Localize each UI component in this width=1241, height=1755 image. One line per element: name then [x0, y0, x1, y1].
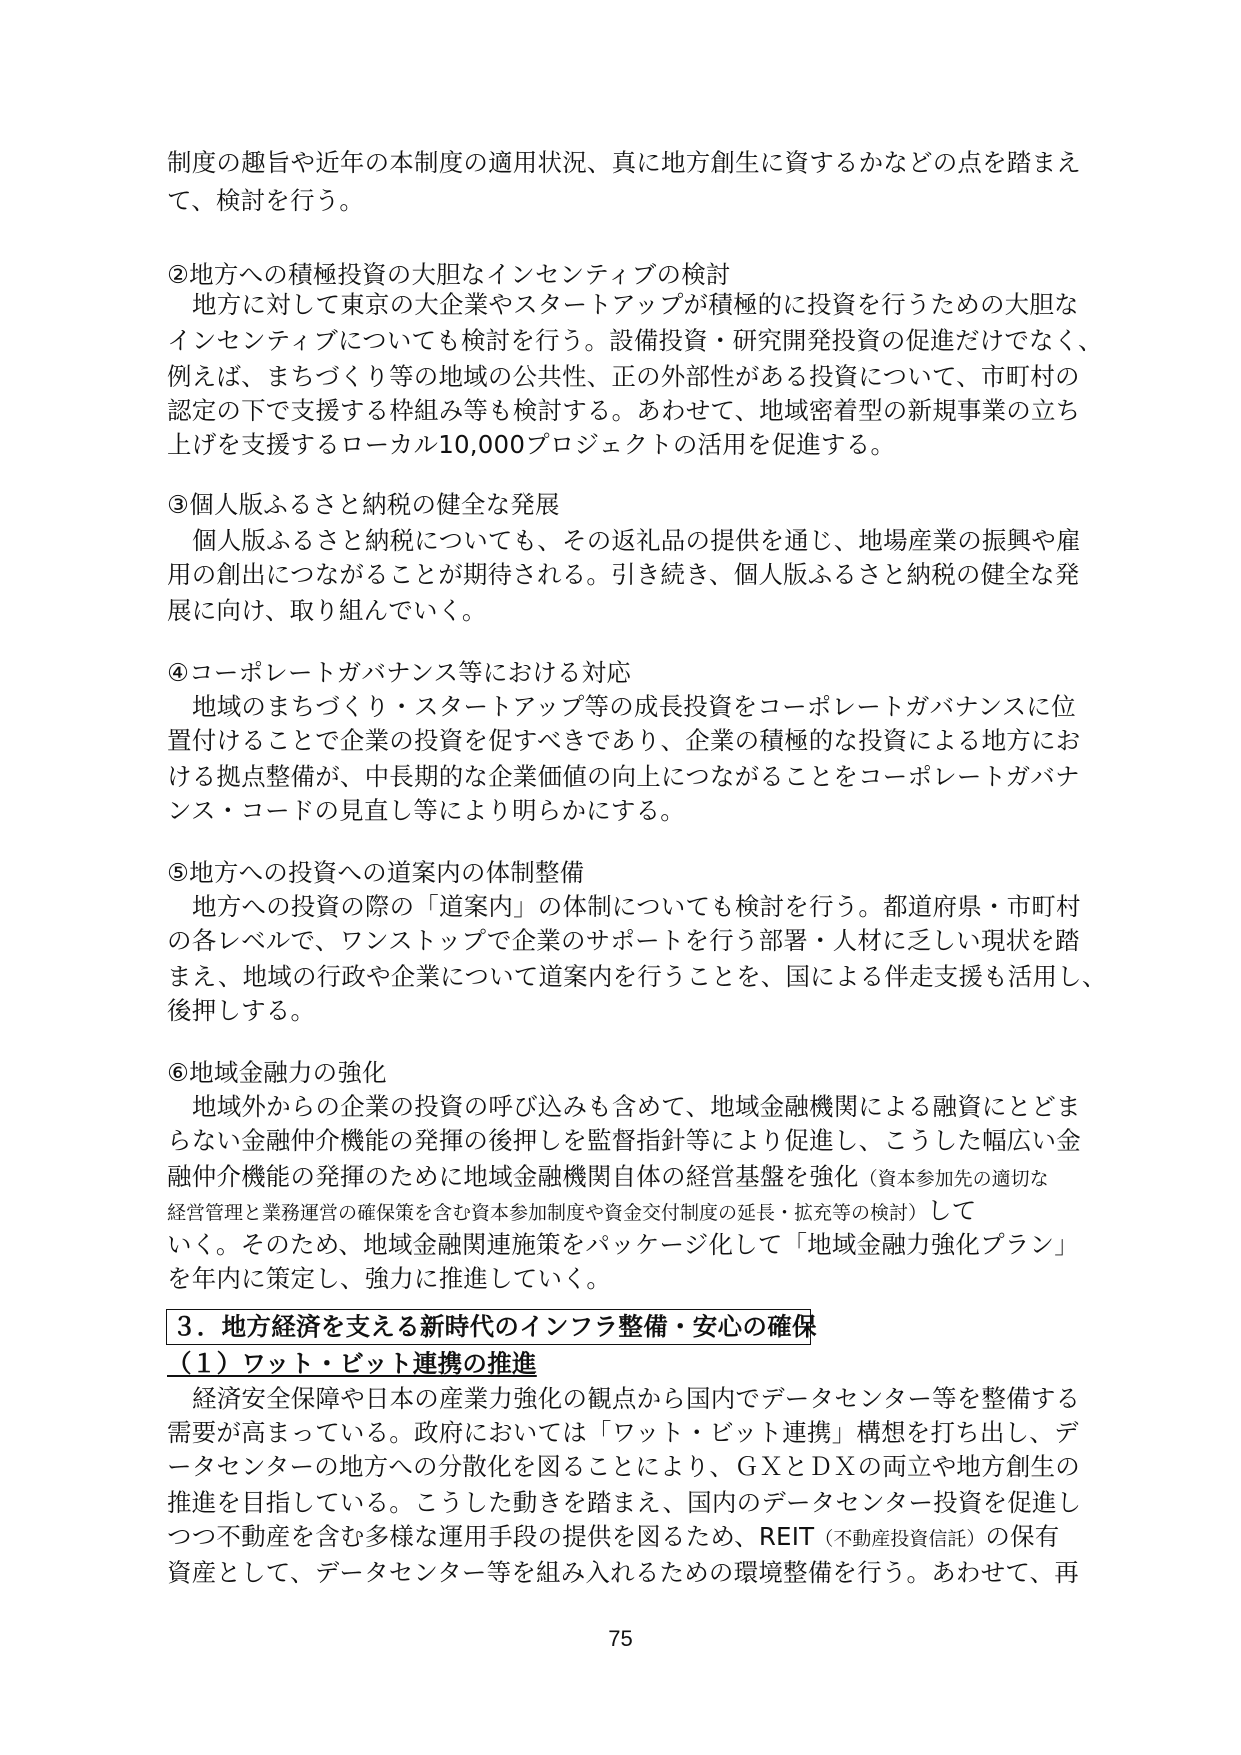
paragraph-line: いく。そのため、地域金融関連施策をパッケージ化して「地域金融力強化プラン」 — [167, 1230, 1079, 1259]
paragraph-line: 個人版ふるさと納税についても、その返礼品の提供を通じ、地場産業の振興や雇 — [192, 526, 1081, 555]
paragraph-line: 後押しする。 — [167, 996, 316, 1025]
paragraph-line: 地方への投資の際の「道案内」の体制についても検討を行う。都道府県・市町村 — [192, 892, 1081, 921]
paragraph-line: 経済安全保障や日本の産業力強化の観点から国内でデータセンター等を整備する — [192, 1384, 1081, 1413]
text-run: して — [927, 1196, 977, 1225]
paragraph-line — [167, 1160, 1049, 1196]
paragraph-line — [167, 1520, 1059, 1556]
paragraph-line — [167, 1194, 976, 1230]
paragraph-line: 地方に対して東京の大企業やスタートアップが積極的に投資を行うための大胆な — [192, 290, 1079, 319]
paragraph-line: 置付けることで企業の投資を促すべきであり、企業の積極的な投資による地方にお — [167, 726, 1081, 755]
paragraph-line: 需要が高まっている。政府においては「ワット・ビット連携」構想を打ち出し、デ — [167, 1418, 1079, 1447]
paragraph-line: 用の創出につながることが期待される。引き続き、個人版ふるさと納税の健全な発 — [167, 560, 1080, 589]
paragraph-line: 制度の趣旨や近年の本制度の適用状況、真に地方創生に資するかなどの点を踏まえ — [167, 148, 1081, 177]
text-run: つつ不動産を含む多様な運用手段の提供を図るため、REIT — [167, 1522, 815, 1551]
item-heading-3: ③個人版ふるさと納税の健全な発展 — [167, 490, 560, 519]
paragraph-line: ンス・コードの見直し等により明らかにする。 — [167, 796, 685, 825]
paragraph-line: 資産として、データセンター等を組み入れるための環境整備を行う。あわせて、再 — [167, 1558, 1079, 1587]
text-run: の保有 — [985, 1522, 1060, 1551]
paragraph-line: ける拠点整備が、中長期的な企業価値の向上につながることをコーポレートガバナ — [167, 762, 1080, 791]
subsection-heading: （１）ワット・ビット連携の推進 — [167, 1349, 537, 1378]
paragraph-line: インセンティブについても検討を行う。設備投資・研究開発投資の促進だけでなく、 — [167, 326, 1103, 355]
parenthetical-note: （不動産投資信託） — [814, 1528, 986, 1550]
item-heading-5: ⑤地方への投資への道案内の体制整備 — [167, 858, 585, 887]
parenthetical-note: （資本参加先の適切な — [858, 1168, 1049, 1190]
paragraph-line: 例えば、まちづくり等の地域の公共性、正の外部性がある投資について、市町村の — [167, 362, 1080, 391]
section-heading: ３．地方経済を支える新時代のインフラ整備・安心の確保 — [172, 1312, 817, 1341]
paragraph-line: らない金融仲介機能の発揮の後押しを監督指針等により促進し、こうした幅広い金 — [167, 1126, 1081, 1155]
paragraph-line: まえ、地域の行政や企業について道案内を行うことを、国による伴走支援も活用し、 — [167, 962, 1107, 991]
paragraph-line: を年内に策定し、強力に推進していく。 — [167, 1264, 612, 1293]
item-heading-6: ⑥地域金融力の強化 — [167, 1058, 387, 1087]
paragraph-line: 認定の下で支援する枠組み等も検討する。あわせて、地域密着型の新規事業の立ち — [167, 396, 1081, 425]
item-heading-2: ②地方への積極投資の大胆なインセンティブの検討 — [167, 260, 731, 289]
paragraph-line: 地域外からの企業の投資の呼び込みも含めて、地域金融機関による融資にとどま — [192, 1092, 1081, 1121]
paragraph-line: 展に向け、取り組んでいく。 — [167, 596, 487, 625]
page-number: 75 — [608, 1626, 633, 1651]
paragraph-line: て、検討を行う。 — [167, 186, 365, 215]
paragraph-line: 推進を目指している。こうした動きを踏まえ、国内のデータセンター投資を促進し — [167, 1488, 1082, 1517]
paragraph-line: 上げを支援するローカル10,000プロジェクトの活用を促進する。 — [167, 430, 896, 459]
item-heading-4: ④コーポレートガバナンス等における対応 — [167, 658, 632, 687]
paragraph-line: の各レベルで、ワンストップで企業のサポートを行う部署・人材に乏しい現状を踏 — [167, 926, 1080, 955]
parenthetical-note: 経営管理と業務運営の確保策を含む資本参加制度や資金交付制度の延長・拡充等の検討） — [167, 1202, 928, 1224]
paragraph-line: 地域のまちづくり・スタートアップ等の成長投資をコーポレートガバナンスに位 — [192, 692, 1076, 721]
text-run: 融仲介機能の発揮のために地域金融機関自体の経営基盤を強化 — [167, 1162, 859, 1191]
paragraph-line: ータセンターの地方への分散化を図ることにより、ＧＸとＤＸの両立や地方創生の — [167, 1452, 1080, 1481]
